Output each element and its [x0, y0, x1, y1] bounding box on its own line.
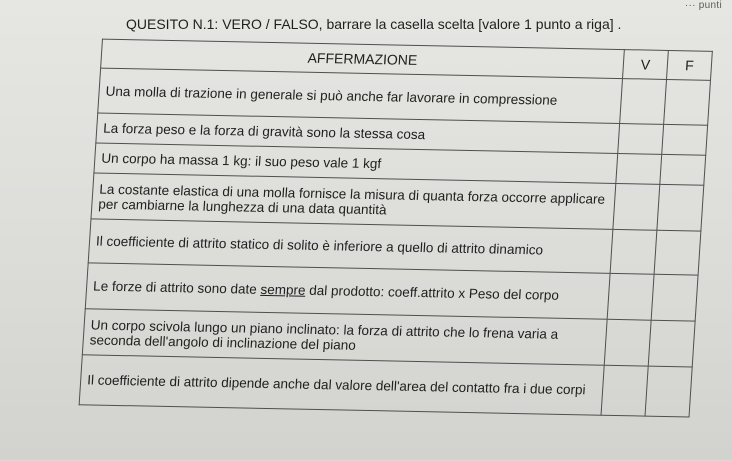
checkbox-true-4[interactable] — [613, 183, 660, 230]
checkbox-false-7[interactable] — [648, 320, 695, 367]
statement-1: Una molla di trazione in generale si può anche far lavorare in compressione — [98, 68, 623, 123]
statement-6-start: Le forze di attrito sono date — [92, 278, 262, 297]
statement-4: La costante elastica di una molla fornisce la misura di quanta forza occorre applicare per cambiarne la lunghezza di una data quantità — [91, 173, 616, 229]
header-true: V — [623, 50, 669, 80]
checkbox-true-5[interactable] — [610, 229, 657, 274]
statement-5: Il coefficiente di attrito statico di solito è inferiore a quello di attrito dinamico — [88, 219, 613, 273]
checkbox-false-2[interactable] — [662, 124, 708, 155]
statement-3: Un corpo ha massa 1 kg: il suo peso vale 1 kgf — [94, 143, 618, 183]
checkbox-false-4[interactable] — [657, 184, 704, 231]
question-heading: QUESITO N.1: VERO / FALSO, barrare la casella scelta [valore 1 punto a riga] . — [126, 16, 622, 32]
checkbox-false-1[interactable] — [664, 79, 711, 125]
score-note: ··· punti — [684, 0, 722, 11]
checkbox-true-1[interactable] — [620, 79, 667, 125]
true-false-table-area — [46, 38, 732, 461]
checkbox-true-3[interactable] — [616, 153, 662, 184]
header-false: F — [667, 50, 713, 80]
checkbox-false-3[interactable] — [660, 154, 706, 185]
checkbox-true-6[interactable] — [607, 273, 654, 320]
true-false-table — [79, 39, 713, 418]
statement-7: Un corpo scivola lungo un piano inclinato: la forza di attrito che lo frena varia a seconda dell'angolo di inclinazione del piano — [82, 309, 607, 365]
statement-6-end: dal prodotto: coeff.attrito x Peso del corpo — [305, 282, 560, 303]
checkbox-true-7[interactable] — [604, 319, 651, 366]
checkbox-true-2[interactable] — [618, 124, 664, 155]
statement-6-underlined-word: sempre — [260, 281, 307, 298]
statement-2: La forza peso e la forza di gravità sono la stessa cosa — [96, 113, 620, 153]
checkbox-false-8[interactable] — [645, 366, 692, 417]
checkbox-false-5[interactable] — [654, 230, 701, 275]
header-statement: AFFERMAZIONE — [101, 39, 625, 78]
checkbox-true-8[interactable] — [601, 365, 648, 416]
statement-8: Il coefficiente di attrito dipende anche dal valore dell'area del contatto fra i due corpi — [79, 355, 604, 415]
checkbox-false-6[interactable] — [651, 274, 698, 321]
